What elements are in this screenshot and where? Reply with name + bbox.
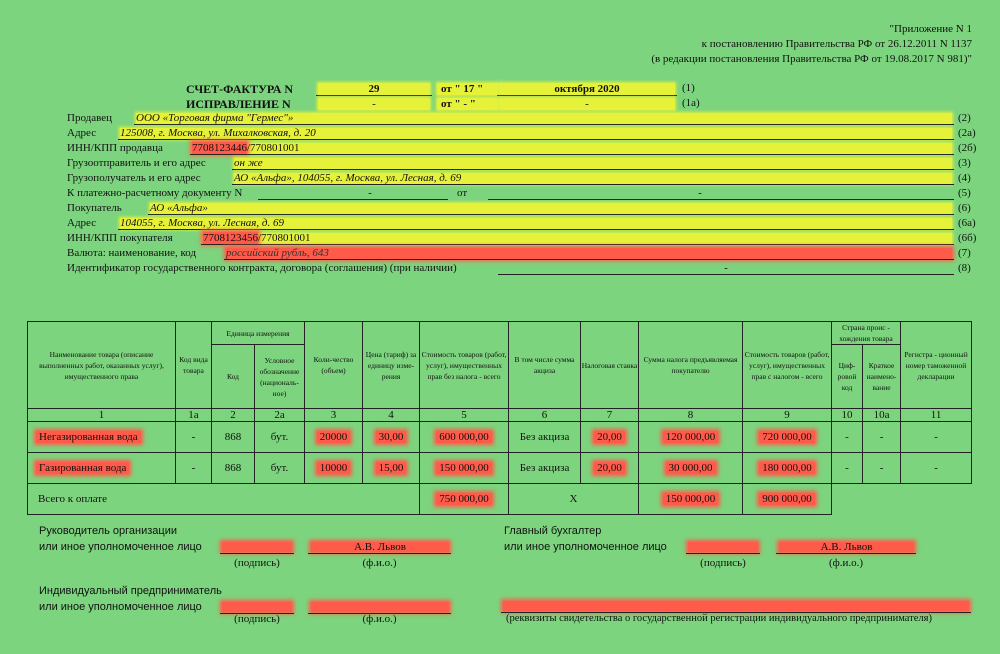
- item-quantity: 10000: [317, 462, 351, 474]
- header-price: Цена (тариф) за единицу изме-рения: [363, 322, 420, 409]
- accountant-sign-caption: (подпись): [700, 557, 746, 569]
- col-number: 5: [420, 409, 509, 422]
- accountant-label-1: Главный бухгалтер: [504, 525, 602, 537]
- seller-address-value: 125008, г. Москва, ул. Михалковская, д. 20: [120, 128, 952, 139]
- item-tax-rate: 20,00: [594, 431, 625, 443]
- item-kind: -: [176, 422, 212, 453]
- buyer-inn-kpp: [203, 232, 311, 244]
- item-country-code: -: [832, 422, 863, 453]
- invoice-month-year: октября 2020: [499, 83, 675, 95]
- seller-label: Продавец: [67, 112, 113, 124]
- header-unit-name: Условное обозначение (националь-ное): [255, 345, 305, 409]
- table-row: [28, 453, 972, 484]
- item-excise: Без акциза: [509, 422, 581, 453]
- accountant-name: А.В. Львов: [779, 542, 914, 552]
- ip-sign-caption: (подпись): [234, 613, 280, 625]
- col-number: 10а: [863, 409, 901, 422]
- item-cost: 150 000,00: [436, 462, 492, 474]
- appendix-line-2: к постановлению Правительства РФ от 26.12.2011 N 1137: [701, 38, 972, 50]
- item-declaration: -: [901, 422, 972, 453]
- header-tax-rate: Налоговая ставка: [581, 322, 639, 409]
- consignee-label: Грузополучатель и его адрес: [67, 172, 201, 184]
- header-cost: Стоимость товаров (работ, услуг), имущественных прав без налога - всего: [420, 322, 509, 409]
- shipper-label: Грузоотправитель и его адрес: [67, 157, 206, 169]
- payment-doc-date: -: [698, 187, 702, 199]
- ip-fio-caption: (ф.и.о.): [362, 613, 397, 625]
- seller-address-label: Адрес: [67, 127, 97, 139]
- head-label-1: Руководитель организации: [39, 525, 178, 537]
- total-row: [28, 484, 972, 515]
- seller-kpp: /770801001: [247, 142, 300, 154]
- head-fio-caption: (ф.и.о.): [362, 557, 397, 569]
- correction-day: -: [463, 98, 468, 110]
- header-unit-code: Код: [212, 345, 255, 409]
- total-tax-amount: 150 000,00: [663, 493, 719, 505]
- head-name: А.В. Львов: [311, 542, 449, 552]
- header-country-code: Циф-ровой код: [832, 345, 863, 409]
- buyer-address-code: (6а): [958, 217, 976, 229]
- item-country-code: -: [832, 453, 863, 484]
- total-amount: 900 000,00: [759, 493, 815, 505]
- correction-date: -: [499, 98, 675, 110]
- item-country-name: -: [863, 453, 901, 484]
- head-signature: [222, 542, 292, 552]
- item-unit-name: бут.: [255, 453, 305, 484]
- buyer-code: (6): [958, 202, 971, 214]
- payment-doc-code: (5): [958, 187, 971, 199]
- accountant-signature: [688, 542, 758, 552]
- ip-label-1: Индивидуальный предприниматель: [39, 585, 222, 597]
- correction-date-day: [437, 98, 498, 110]
- header-name: Наименование товара (описание выполненных работ, оказанных услуг), имущественного права: [28, 322, 176, 409]
- header-kind-code: Код вида товара: [176, 322, 212, 409]
- seller-inn: 7708123446: [192, 142, 247, 154]
- correction-number: -: [318, 98, 430, 110]
- header-excise: В том числе сумма акциза: [509, 322, 581, 409]
- invoice-code: (1): [682, 82, 695, 94]
- item-kind: -: [176, 453, 212, 484]
- item-name: Негазированная вода: [36, 431, 141, 443]
- items-table: [27, 321, 972, 515]
- item-excise: Без акциза: [509, 453, 581, 484]
- buyer-value: АО «Альфа»: [150, 203, 952, 214]
- currency-value: российский рубль, 643: [226, 248, 952, 259]
- item-total: 180 000,00: [759, 462, 815, 474]
- table-row: [28, 422, 972, 453]
- header-country-name: Краткое наимено-вание: [863, 345, 901, 409]
- item-price: 30,00: [376, 431, 407, 443]
- invoice-day-close: ": [477, 83, 484, 95]
- payment-doc-from: от: [457, 187, 468, 199]
- accountant-fio-caption: (ф.и.о.): [828, 557, 864, 569]
- contract-id-code: (8): [958, 262, 971, 274]
- invoice-day: 17: [463, 83, 475, 95]
- col-number: 4: [363, 409, 420, 422]
- header-declaration: Регистра - ционный номер таможенной декларации: [901, 322, 972, 409]
- seller-inn-label: ИНН/КПП продавца: [67, 142, 163, 154]
- header-country: Страна проис - хождения товара: [832, 322, 901, 345]
- payment-doc-label: К платежно-расчетному документу N: [67, 187, 243, 199]
- buyer-kpp: /770801001: [258, 232, 311, 244]
- head-sign-caption: (подпись): [234, 557, 280, 569]
- appendix-line-1: "Приложение N 1: [889, 23, 972, 35]
- col-number: 10: [832, 409, 863, 422]
- seller-inn-code: (2б): [958, 142, 977, 154]
- correction-from-label: от ": [441, 98, 461, 110]
- buyer-inn-code: (6б): [958, 232, 977, 244]
- invoice-title: СЧЕТ-ФАКТУРА N: [186, 82, 294, 96]
- header-unit: Единица измерения: [212, 322, 305, 345]
- buyer-inn: 7708123456: [203, 232, 258, 244]
- total-excise: Х: [509, 484, 639, 515]
- head-label-2: или иное уполномоченное лицо: [39, 541, 202, 553]
- ip-registration-caption: (реквизиты свидетельства о государственной регистрации индивидуального предпринимателя): [506, 613, 932, 624]
- item-name: Газированная вода: [36, 462, 129, 474]
- item-total: 720 000,00: [759, 431, 815, 443]
- item-country-name: -: [863, 422, 901, 453]
- shipper-value: он же: [234, 158, 952, 169]
- item-tax-rate: 20,00: [594, 462, 625, 474]
- item-declaration: -: [901, 453, 972, 484]
- col-number: 7: [581, 409, 639, 422]
- header-quantity: Коли-чество (объем): [305, 322, 363, 409]
- header-total: Стоимость товаров (работ, услуг), имущественных прав с налогом - всего: [743, 322, 832, 409]
- header-tax-amount: Сумма налога предъявляемая покупателю: [639, 322, 743, 409]
- col-number: 2: [212, 409, 255, 422]
- item-unit-name: бут.: [255, 422, 305, 453]
- ip-signature: [222, 602, 292, 612]
- buyer-label: Покупатель: [67, 202, 122, 214]
- contract-id-label: Идентификатор государственного контракта, договора (соглашения) (при наличии): [67, 262, 457, 274]
- ip-label-2: или иное уполномоченное лицо: [39, 601, 202, 613]
- buyer-address-label: Адрес: [67, 217, 97, 229]
- shipper-code: (3): [958, 157, 971, 169]
- col-number: 11: [901, 409, 972, 422]
- col-number: 1а: [176, 409, 212, 422]
- seller-address-code: (2а): [958, 127, 976, 139]
- accountant-label-2: или иное уполномоченное лицо: [504, 541, 667, 553]
- invoice-from-label: от ": [441, 83, 461, 95]
- seller-code: (2): [958, 112, 971, 124]
- col-number: 1: [28, 409, 176, 422]
- col-number: 9: [743, 409, 832, 422]
- col-number: 2а: [255, 409, 305, 422]
- invoice-date-day: [437, 83, 498, 95]
- buyer-address-value: 104055, г. Москва, ул. Лесная, д. 69: [120, 218, 952, 229]
- correction-code: (1а): [682, 97, 700, 109]
- correction-title: ИСПРАВЛЕНИЕ N: [186, 97, 291, 111]
- currency-code: (7): [958, 247, 971, 259]
- item-cost: 600 000,00: [436, 431, 492, 443]
- seller-inn-kpp: [192, 142, 300, 154]
- buyer-inn-label: ИНН/КПП покупателя: [67, 232, 173, 244]
- item-quantity: 20000: [317, 431, 351, 443]
- col-number: 8: [639, 409, 743, 422]
- col-number: 6: [509, 409, 581, 422]
- consignee-code: (4): [958, 172, 971, 184]
- contract-id-value: -: [724, 262, 728, 274]
- item-price: 15,00: [376, 462, 407, 474]
- invoice-number: 29: [318, 83, 430, 95]
- correction-day-close: ": [469, 98, 476, 110]
- consignee-value: АО «Альфа», 104055, г. Москва, ул. Лесная, д. 69: [234, 173, 952, 184]
- item-tax-amount: 30 000,00: [666, 462, 716, 474]
- item-unit-code: 868: [212, 422, 255, 453]
- appendix-line-3: (в редакции постановления Правительства РФ от 19.08.2017 N 981)": [651, 53, 972, 65]
- item-tax-amount: 120 000,00: [663, 431, 719, 443]
- total-cost: 750 000,00: [436, 493, 492, 505]
- payment-doc-number: -: [368, 187, 372, 199]
- ip-name: [311, 602, 449, 612]
- total-label: Всего к оплате: [28, 484, 420, 515]
- ip-registration-details: [503, 601, 969, 611]
- item-unit-code: 868: [212, 453, 255, 484]
- seller-value: ООО «Торговая фирма "Гермес"»: [136, 113, 952, 124]
- col-number: 3: [305, 409, 363, 422]
- currency-label: Валюта: наименование, код: [67, 247, 197, 259]
